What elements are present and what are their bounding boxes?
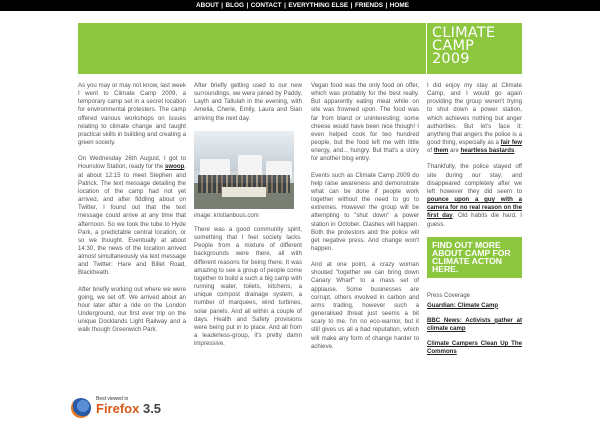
firefox-name: Firefox xyxy=(96,401,140,416)
firefox-wordmark xyxy=(96,402,161,416)
press-link-guardian[interactable]: Guardian: Climate Camp xyxy=(427,301,499,309)
firefox-badge[interactable] xyxy=(71,395,171,419)
top-navigation xyxy=(196,0,409,11)
text: are xyxy=(448,147,461,155)
climate-camp-photo xyxy=(194,131,294,209)
find-out-more-button[interactable] xyxy=(427,237,522,279)
heartless-link[interactable]: heartless bastards xyxy=(460,147,515,155)
text: . xyxy=(514,147,517,155)
title-line-2: CAMP xyxy=(432,38,475,54)
nav-blog[interactable]: BLOG xyxy=(225,2,244,9)
text: , at about 12:15 to meet Stephen and Patrick. The text message detailing the location of the camp had not yet arrived, and after fiddling about on Twitter, I found out that the text message could arrive at any time that afternoon. So we took the tube to Hyde Park, a predictable central location, or so we thought. Eventually at about 14:30, the news of the location arrived almost simultaneously via text message and Twitter: Hare and Billet Road, Blackheath. xyxy=(78,163,186,277)
nav-separator: | xyxy=(350,2,353,9)
press-coverage xyxy=(427,292,522,356)
paragraph xyxy=(78,155,186,277)
text: Thankfully, the police stayed off site during our stay; and disappeared completely after we left however they did seem to xyxy=(427,163,522,195)
firefox-logo-icon xyxy=(71,398,91,418)
article-column-2 xyxy=(194,82,302,356)
find-out-more-label: FIND OUT MORE ABOUT CAMP FOR CLIMATE ACTON HERE. xyxy=(432,239,511,275)
press-coverage-label: Press Coverage xyxy=(427,293,471,300)
them-link[interactable]: them xyxy=(433,147,449,155)
swoop-link[interactable]: swoop xyxy=(165,163,185,171)
header-banner xyxy=(78,23,426,74)
text: I did enjoy my stay at Climate Camp, and I would go again providing the group weren't trying to shut down a power station, which achieves nothing but anger authorities. But let's face it: anything that angers the police is a good thing, especially as a xyxy=(427,82,522,147)
article-column-3 xyxy=(311,82,419,359)
title-line-3: 2009 xyxy=(432,51,470,67)
title-line-1: CLIMATE xyxy=(432,25,496,41)
paragraph: There was a good community spirit, something that I feel society lacks. People from a mixture of different backgrounds were there, all with different reasons for being there. It was amazing to see a group of people come together to build a such a big camp with running water, toilets, kitchens, a unique compost drainage system, a number of marquees, wind turbines, solar panels. And all within a couple of days. Health and Safety provisions were being put in to place. And all from a leaderless-group, it's pretty damn impressive. xyxy=(194,225,302,348)
pounce-link[interactable]: pounce upon a guy with a camera for no real reason on the first day xyxy=(427,196,522,220)
nav-home[interactable]: HOME xyxy=(389,2,409,9)
nav-friends[interactable]: FRIENDS xyxy=(354,2,383,9)
paragraph: After briefly working out where we were going, we set off. We arrived about an hour later after a ride on the London Underground, our first ever trip on the unique Docklands Light Railway and a walk though Greenwich Park. xyxy=(78,285,186,334)
photo-table xyxy=(222,187,266,197)
fair-few-link[interactable]: fair few xyxy=(500,139,522,147)
best-viewed-label: Best viewed in xyxy=(96,396,129,402)
paragraph xyxy=(427,82,522,155)
page-title xyxy=(427,23,522,74)
paragraph: And at one point, a crazy woman shouted "together we can bring down Canary Wharf" to a mass set of applause. Some businesses are corrupt, others involved in carbon and arms trading, however such a generalised threat just seems a bit scary to me. I'm no eco-warrior, but it still gives us all a bad reputation, which will make any form of change harder to achieve. xyxy=(311,261,419,350)
nav-separator: | xyxy=(221,2,224,9)
paragraph xyxy=(427,163,522,228)
nav-separator: | xyxy=(385,2,388,9)
nav-separator: | xyxy=(284,2,286,9)
firefox-version: 3.5 xyxy=(142,401,162,416)
press-link-commons[interactable]: Climate Campers Clean Up The Commons xyxy=(427,340,522,356)
nav-contact[interactable]: CONTACT xyxy=(250,2,282,9)
article-column-1 xyxy=(78,82,186,343)
nav-separator: | xyxy=(246,2,249,9)
press-link-bbc[interactable]: BBC News: Activists gather at climate camp xyxy=(427,316,522,332)
text: of xyxy=(427,147,434,155)
nav-everything-else[interactable]: EVERYTHING ELSE xyxy=(288,2,349,9)
paragraph: Vegan food was the only food on offer, which was probably for the best really. But apparently eating meat while on site was frowned upon. The food was far from bland or uninteresting; some cheese would have been nice though! I even helped cook for two hundred people, but the food left me with little energy, and... hungry. But that's a story for another blog entry. xyxy=(311,82,419,163)
text: . Old habits die hard, I guess. xyxy=(427,212,522,228)
image-caption: image: kristianbuus.com xyxy=(194,212,259,219)
paragraph: After briefly getting used to our new surroundings, we were joined by Paddy, Layth and Tallulah in the evening, with Amelia, Cherie, Emily, Laura and Sian arriving the next day. xyxy=(194,82,302,122)
paragraph: As you may or may not know, last week I went to Climate Camp 2009, a temporary camp set in a secret location for environmental protesters. The camp offered various workshops on issues relating to climate change and taught practical skills in building and creating a green society. xyxy=(78,82,186,147)
article-column-4 xyxy=(427,82,522,363)
text: On Wednesday 26th August, I got to Hounslow Station, ready for the xyxy=(78,155,186,171)
paragraph: Events such as Climate Camp 2009 do help raise awareness and demonstrate what can be done if people work together without the need to go to extremes. However the group will be attempting to "shut down" a power station in October. Clashes will happen. Both the protestors and the police will get negative press. And change won't happen. xyxy=(311,171,419,252)
nav-about[interactable]: ABOUT xyxy=(196,2,219,9)
